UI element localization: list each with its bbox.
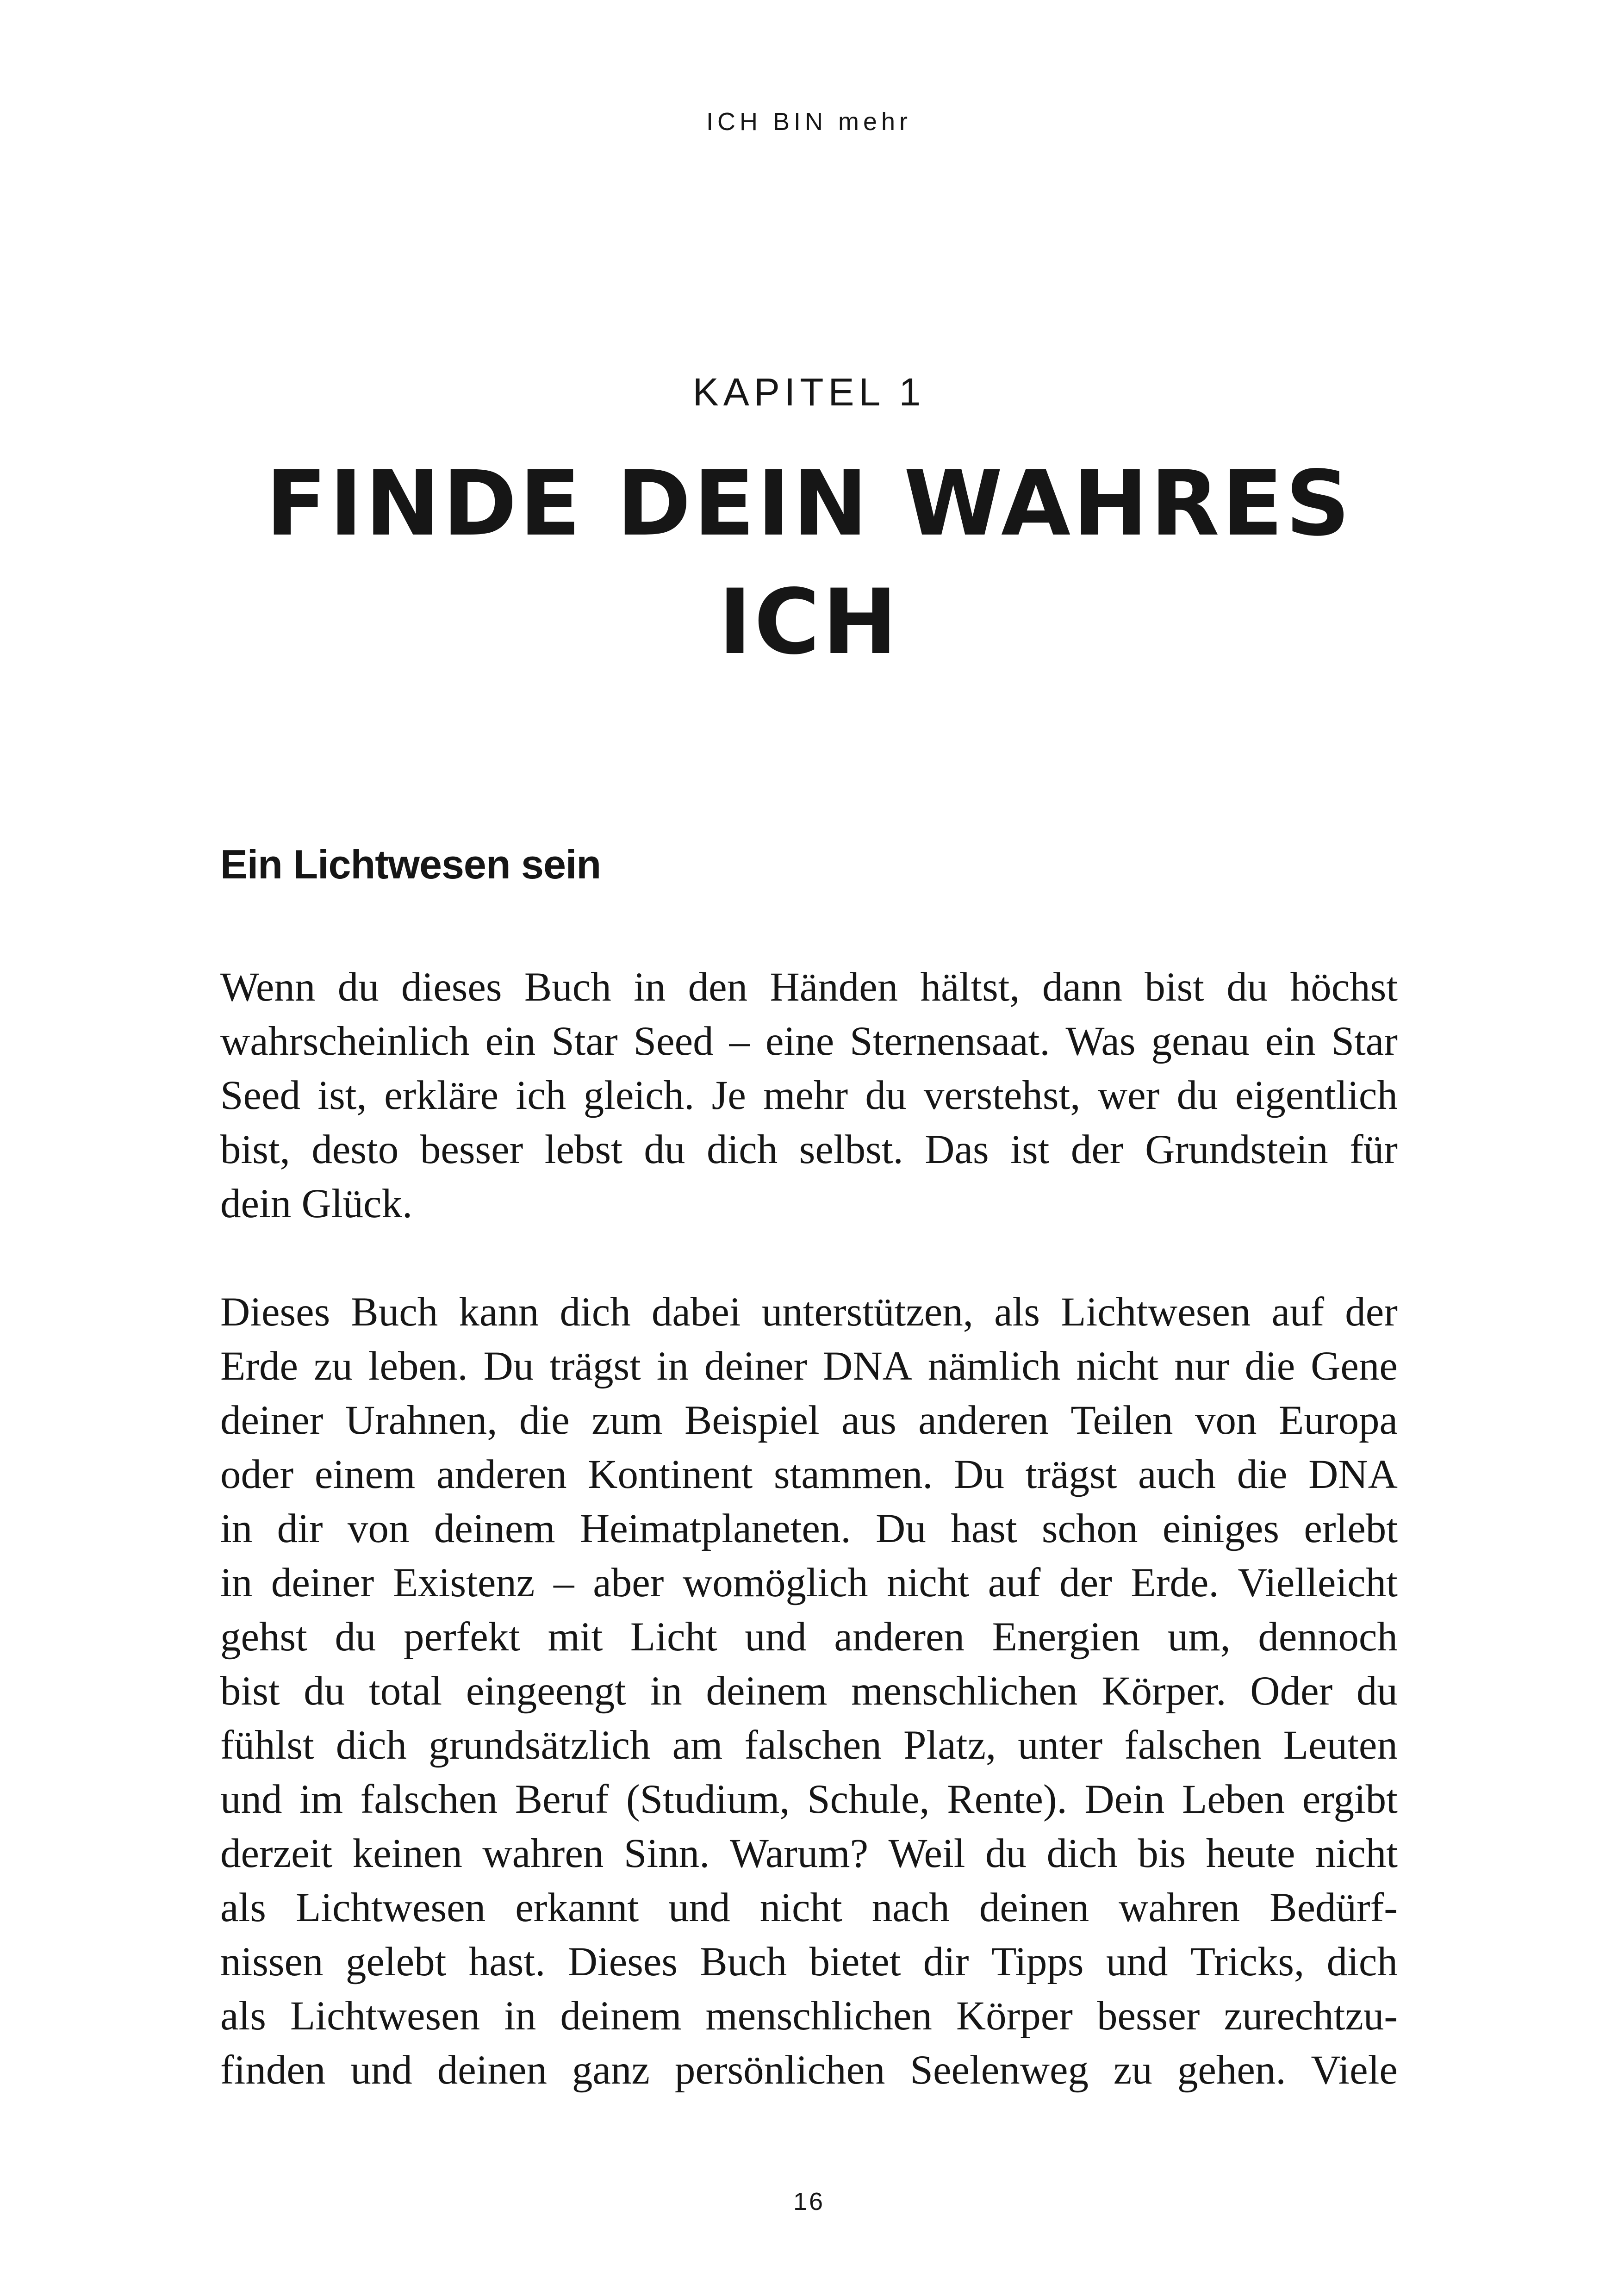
text-line: derzeit keinen wahren Sinn. Warum? Weil du dich bis heute nicht — [220, 1831, 1398, 1876]
paragraph — [220, 1285, 1398, 2097]
text-line: wahrscheinlich ein Star Seed – eine Sternensaat. Was genau ein Star — [220, 1019, 1398, 1064]
text-line: Erde zu leben. Du trägst in deiner DNA nämlich nicht nur die Gene — [220, 1344, 1398, 1389]
text-line: Seed ist, erkläre ich gleich. Je mehr du verstehst, wer du eigentlich — [220, 1073, 1398, 1118]
text-line: fühlst dich grundsätzlich am falschen Platz, unter falschen Leuten — [220, 1723, 1398, 1768]
body-text — [220, 960, 1398, 2097]
section-heading: Ein Lichtwesen sein — [220, 841, 601, 887]
text-line: gehst du perfekt mit Licht und anderen Energien um, dennoch — [220, 1614, 1398, 1660]
text-line: in deiner Existenz – aber womöglich nicht auf der Erde. Vielleicht — [220, 1560, 1398, 1605]
text-line: finden und deinen ganz persönlichen Seelenweg zu gehen. Viele — [220, 2047, 1398, 2093]
text-line: Wenn du dieses Buch in den Händen hältst, dann bist du höchst — [220, 964, 1398, 1010]
text-line: und im falschen Beruf (Studium, Schule, Rente). Dein Leben ergibt — [220, 1777, 1398, 1822]
text-line: deiner Urahnen, die zum Beispiel aus anderen Teilen von Europa — [220, 1398, 1398, 1443]
text-line: dein Glück. — [220, 1181, 413, 1226]
text-line: oder einem anderen Kontinent stammen. Du trägst auch die DNA — [220, 1452, 1398, 1497]
text-line: Dieses Buch kann dich dabei unterstützen, als Lichtwesen auf der — [220, 1289, 1398, 1335]
text-line: bist du total eingeengt in deinem menschlichen Körper. Oder du — [220, 1668, 1398, 1714]
chapter-label: KAPITEL 1 — [692, 370, 926, 414]
text-line: als Lichtwesen in deinem menschlichen Körper besser zurechtzu- — [220, 1993, 1398, 2039]
text-line: als Lichtwesen erkannt und nicht nach deinen wahren Bedürf- — [220, 1885, 1398, 1930]
text-line: in dir von deinem Heimatplaneten. Du hast schon einiges erlebt — [220, 1506, 1398, 1551]
text-line: nissen gelebt hast. Dieses Buch bietet dir Tipps und Tricks, dich — [220, 1939, 1398, 1985]
page-number: 16 — [793, 2188, 825, 2215]
running-head: ICH BIN mehr — [706, 108, 912, 136]
text-line: bist, desto besser lebst du dich selbst. Das ist der Grundstein für — [220, 1127, 1398, 1172]
chapter-title: FINDE DEIN WAHRES ICH — [265, 451, 1353, 674]
paragraph — [220, 960, 1398, 1231]
